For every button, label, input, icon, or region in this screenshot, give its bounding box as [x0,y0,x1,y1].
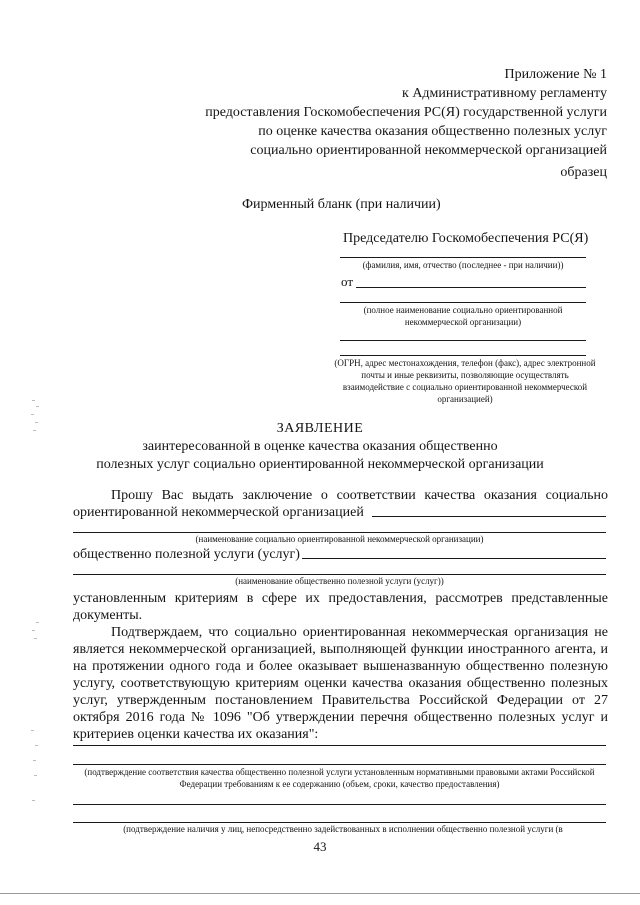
hint-org-name: (наименование социально ориентированной некоммерческой организации) [195,534,484,544]
request-text-2: ориентированной некоммерческой организацией [73,505,364,520]
appendix-header [150,65,607,160]
request-text: Прошу Вас выдать заключение о соответствии качества оказания социально [111,488,608,503]
header-line: Приложение № 1 [504,67,607,82]
header-line: к Административному регламенту [402,86,607,101]
from-label: от [341,274,354,289]
request-line-2 [73,504,613,521]
confirm-field-line-2[interactable] [73,764,606,765]
details-field-line-1[interactable] [340,340,586,341]
org-name-field-line-1[interactable] [372,516,606,517]
title-subline-2: полезных услуг социально ориентированной некоммерческой организации [96,457,544,472]
hint-service: (наименование общественно полезной услуги (услуг)) [235,576,444,586]
request-end: установленным критериям в сфере их предоставления, рассмотрев представленные документы. [73,591,608,623]
hint-name: (фамилия, имя, отчество (последнее - при наличии)) [362,260,564,270]
details-field-line-2[interactable] [340,355,586,356]
name-field-line[interactable] [340,257,586,258]
header-line: по оценке качества оказания общественно полезных услуг [258,124,607,139]
document-title: ЗАЯВЛЕНИЕ [276,421,364,436]
letterhead-note: Фирменный бланк (при наличии) [242,197,441,212]
service-field-line-1[interactable] [302,558,606,559]
title-subline-1: заинтересованной в оценке качества оказания общественно [142,439,498,454]
scan-bottom-edge [0,893,640,894]
hint-details: (ОГРН, адрес местонахождения, телефон (факс), адрес электронной почты и иные реквизиты, позволяющие осуществлять взаимодействие с социально ориентированной некоммерческой организацией) [334,358,596,404]
confirmation-paragraph: Подтверждаем, что социально ориентированная некоммерческая организация не является некоммерческой организацией, выполняющей функции иностранного агента, и на протяжении одного года и более оказывает вышеназванную общественно полезную услугу, соответствующую критериям оценки качества оказания общественно полезных услуг, утвержденным постановлением Правительства Российской Федерации от 27 октября 2016 года № 1096 "Об утверждении перечня общественно полезных услуг и критериев оценки качества их оказания": [73,625,608,742]
confirm-field-line-1[interactable] [73,745,606,746]
hint-org: (полное наименование социально ориентированной некоммерческой организации) [363,305,563,327]
page-number: 43 [313,839,327,854]
persons-field-line-1[interactable] [73,804,606,805]
request-line-1 [73,487,608,504]
hint-confirm: (подтверждение соответствия качества общественно полезной услуги установленным нормативными правовыми актами Российской Федерации требованиям к ее содержанию (объем, сроки, качество предоставления) [84,767,595,789]
from-field-line[interactable] [356,287,586,288]
hint-persons: (подтверждение наличия у лиц, непосредственно задействованных в исполнении общественно полезной услуги (в [123,824,563,834]
addressee-to: Председателю Госкомобеспечения РС(Я) [343,231,589,246]
sample-mark: образец [560,165,607,180]
header-line: предоставления Госкомобеспечения РС(Я) государственной услуги [205,105,607,120]
org-field-line[interactable] [340,302,586,303]
header-line: социально ориентированной некоммерческой организацией [250,143,607,158]
service-label: общественно полезной услуги (услуг) [73,547,300,562]
